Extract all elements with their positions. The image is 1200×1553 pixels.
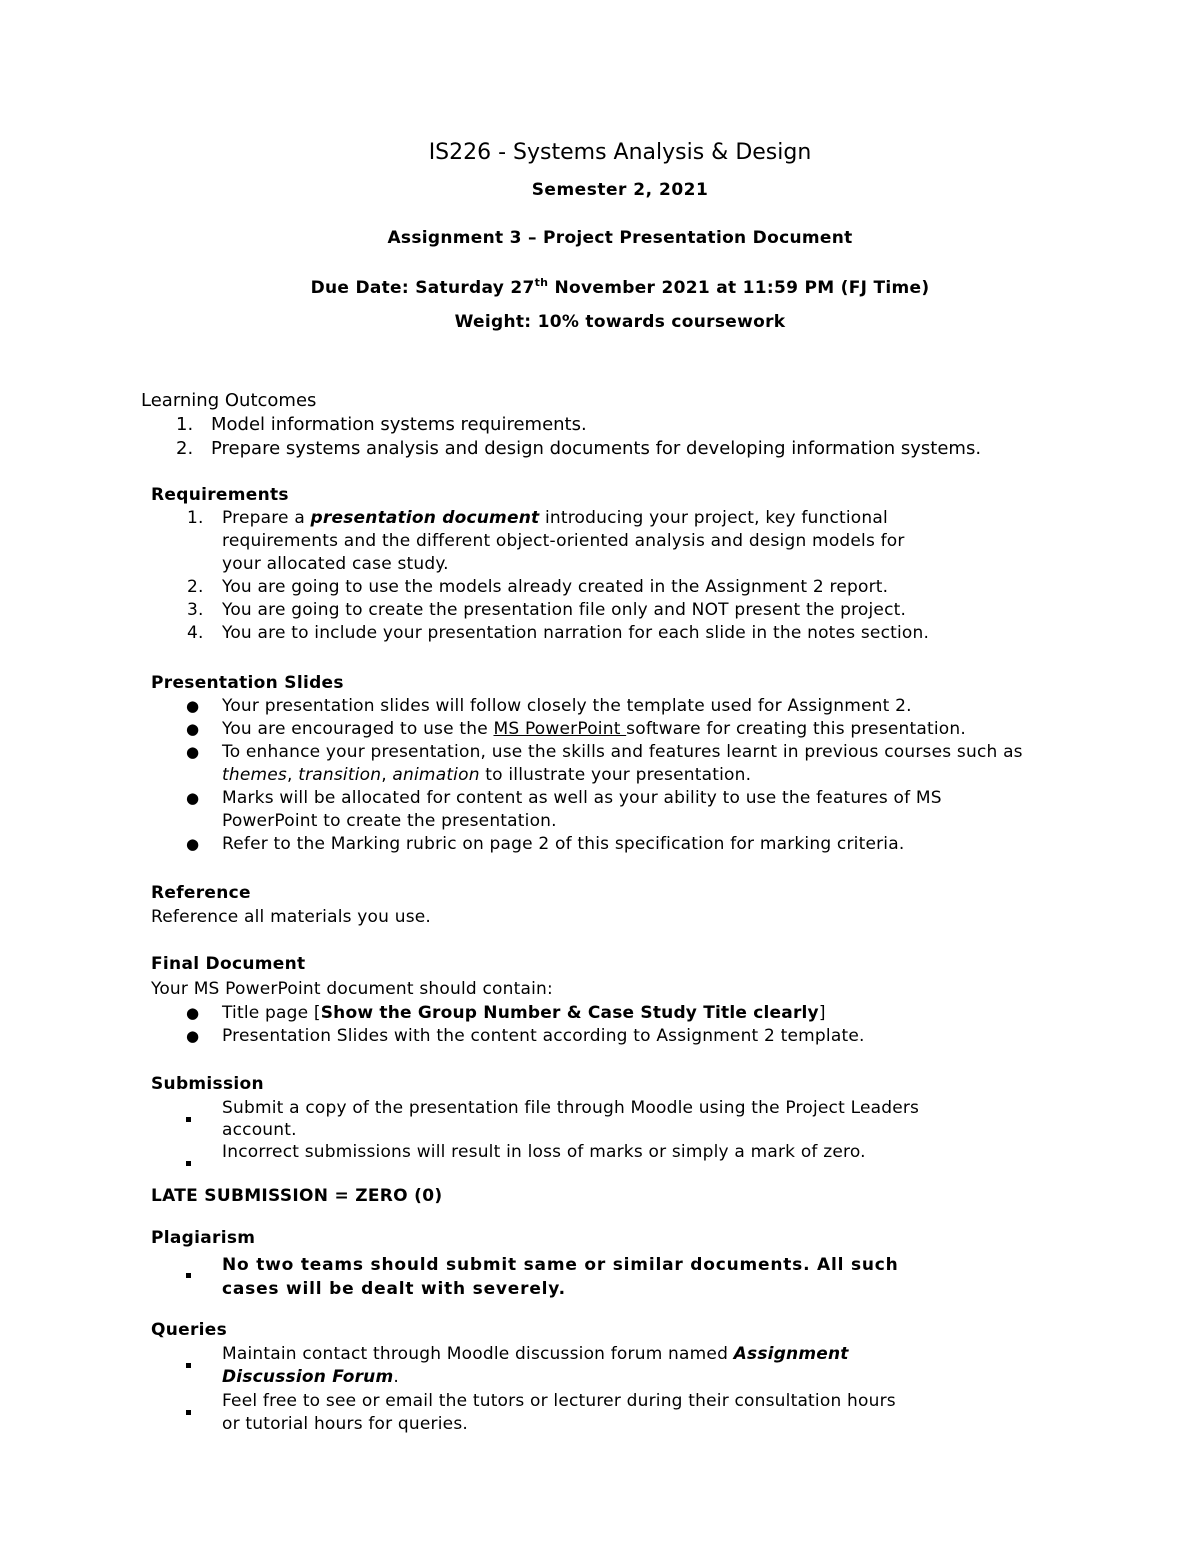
assignment-title: Assignment 3 – Project Presentation Document	[387, 228, 853, 248]
plagiarism-heading: Plagiarism	[151, 1228, 256, 1248]
final-document-list	[0, 1002, 1200, 1048]
square-bullet-icon	[186, 1410, 191, 1415]
list-item: ● Marks will be allocated for content as well as your ability to use the features of MS PowerPoint to create the presentation.	[186, 788, 942, 831]
final-document-intro: Your MS PowerPoint document should contain:	[151, 979, 553, 999]
course-title: IS226 - Systems Analysis & Design	[428, 140, 812, 165]
requirements-list	[0, 507, 1200, 645]
list-item: 4. You are to include your presentation narration for each slide in the notes section.	[187, 623, 930, 643]
list-item: ● Title page [Show the Group Number & Case Study Title clearly]	[186, 1003, 826, 1023]
presentation-slides-list	[0, 695, 1200, 856]
list-item: 2. You are going to use the models already created in the Assignment 2 report.	[187, 577, 889, 597]
submission-heading: Submission	[151, 1074, 264, 1094]
list-item: ● Your presentation slides will follow closely the template used for Assignment 2.	[186, 696, 912, 716]
square-bullet-icon	[186, 1363, 191, 1368]
plagiarism-list	[0, 1253, 1200, 1301]
list-item: Incorrect submissions will result in loss of marks or simply a mark of zero.	[0, 1141, 1200, 1164]
queries-heading: Queries	[151, 1320, 228, 1340]
list-item: ● You are encouraged to use the MS PowerPoint software for creating this presentation.	[186, 719, 966, 739]
list-item: 1. Model information systems requirements.	[176, 414, 587, 435]
bullet-icon: ●	[186, 789, 200, 807]
final-document-heading: Final Document	[151, 954, 306, 974]
bullet-icon: ●	[186, 1027, 200, 1045]
list-item: Maintain contact through Moodle discussion forum named Assignment Discussion Forum.	[0, 1343, 1200, 1390]
bullet-icon: ●	[186, 720, 200, 738]
square-bullet-icon	[186, 1273, 191, 1278]
due-date: Due Date: Saturday 27th November 2021 at 11:59 PM (FJ Time)	[310, 276, 930, 298]
list-item: 3. You are going to create the presentation file only and NOT present the project.	[187, 600, 907, 620]
list-item: 2. Prepare systems analysis and design documents for developing information systems.	[176, 438, 982, 459]
requirements-heading: Requirements	[151, 485, 289, 505]
reference-heading: Reference	[151, 883, 251, 903]
learning-outcomes-list	[0, 413, 1200, 461]
list-item: ● Presentation Slides with the content according to Assignment 2 template.	[186, 1026, 865, 1046]
weight: Weight: 10% towards coursework	[454, 312, 786, 332]
powerpoint-link[interactable]: MS PowerPoint	[493, 719, 627, 739]
list-item: No two teams should submit same or similar documents. All such cases will be dealt with severely.	[0, 1253, 1200, 1301]
bullet-icon: ●	[186, 743, 200, 761]
late-submission-notice: LATE SUBMISSION = ZERO (0)	[151, 1186, 443, 1206]
list-item: 1. Prepare a presentation document introducing your project, key functional requirements and the different object-oriented analysis and design models for your allocated case study.	[187, 508, 905, 574]
presentation-slides-heading: Presentation Slides	[151, 673, 344, 693]
square-bullet-icon	[186, 1117, 191, 1122]
bullet-icon: ●	[186, 835, 200, 853]
list-item: Submit a copy of the presentation file through Moodle using the Project Leaders account.	[0, 1097, 1200, 1141]
list-item: Feel free to see or email the tutors or lecturer during their consultation hours or tutorial hours for queries.	[0, 1390, 1200, 1436]
bullet-icon: ●	[186, 697, 200, 715]
semester: Semester 2, 2021	[531, 180, 709, 200]
queries-list	[0, 1343, 1200, 1436]
square-bullet-icon	[186, 1161, 191, 1166]
list-item: ● Refer to the Marking rubric on page 2 of this specification for marking criteria.	[186, 834, 905, 854]
submission-list	[0, 1097, 1200, 1164]
list-item: ● To enhance your presentation, use the skills and features learnt in previous courses such as themes, transition, animation to illustrate your presentation.	[186, 742, 1023, 785]
reference-text: Reference all materials you use.	[151, 907, 432, 927]
learning-outcomes-heading: Learning Outcomes	[141, 390, 317, 411]
bullet-icon: ●	[186, 1004, 200, 1022]
